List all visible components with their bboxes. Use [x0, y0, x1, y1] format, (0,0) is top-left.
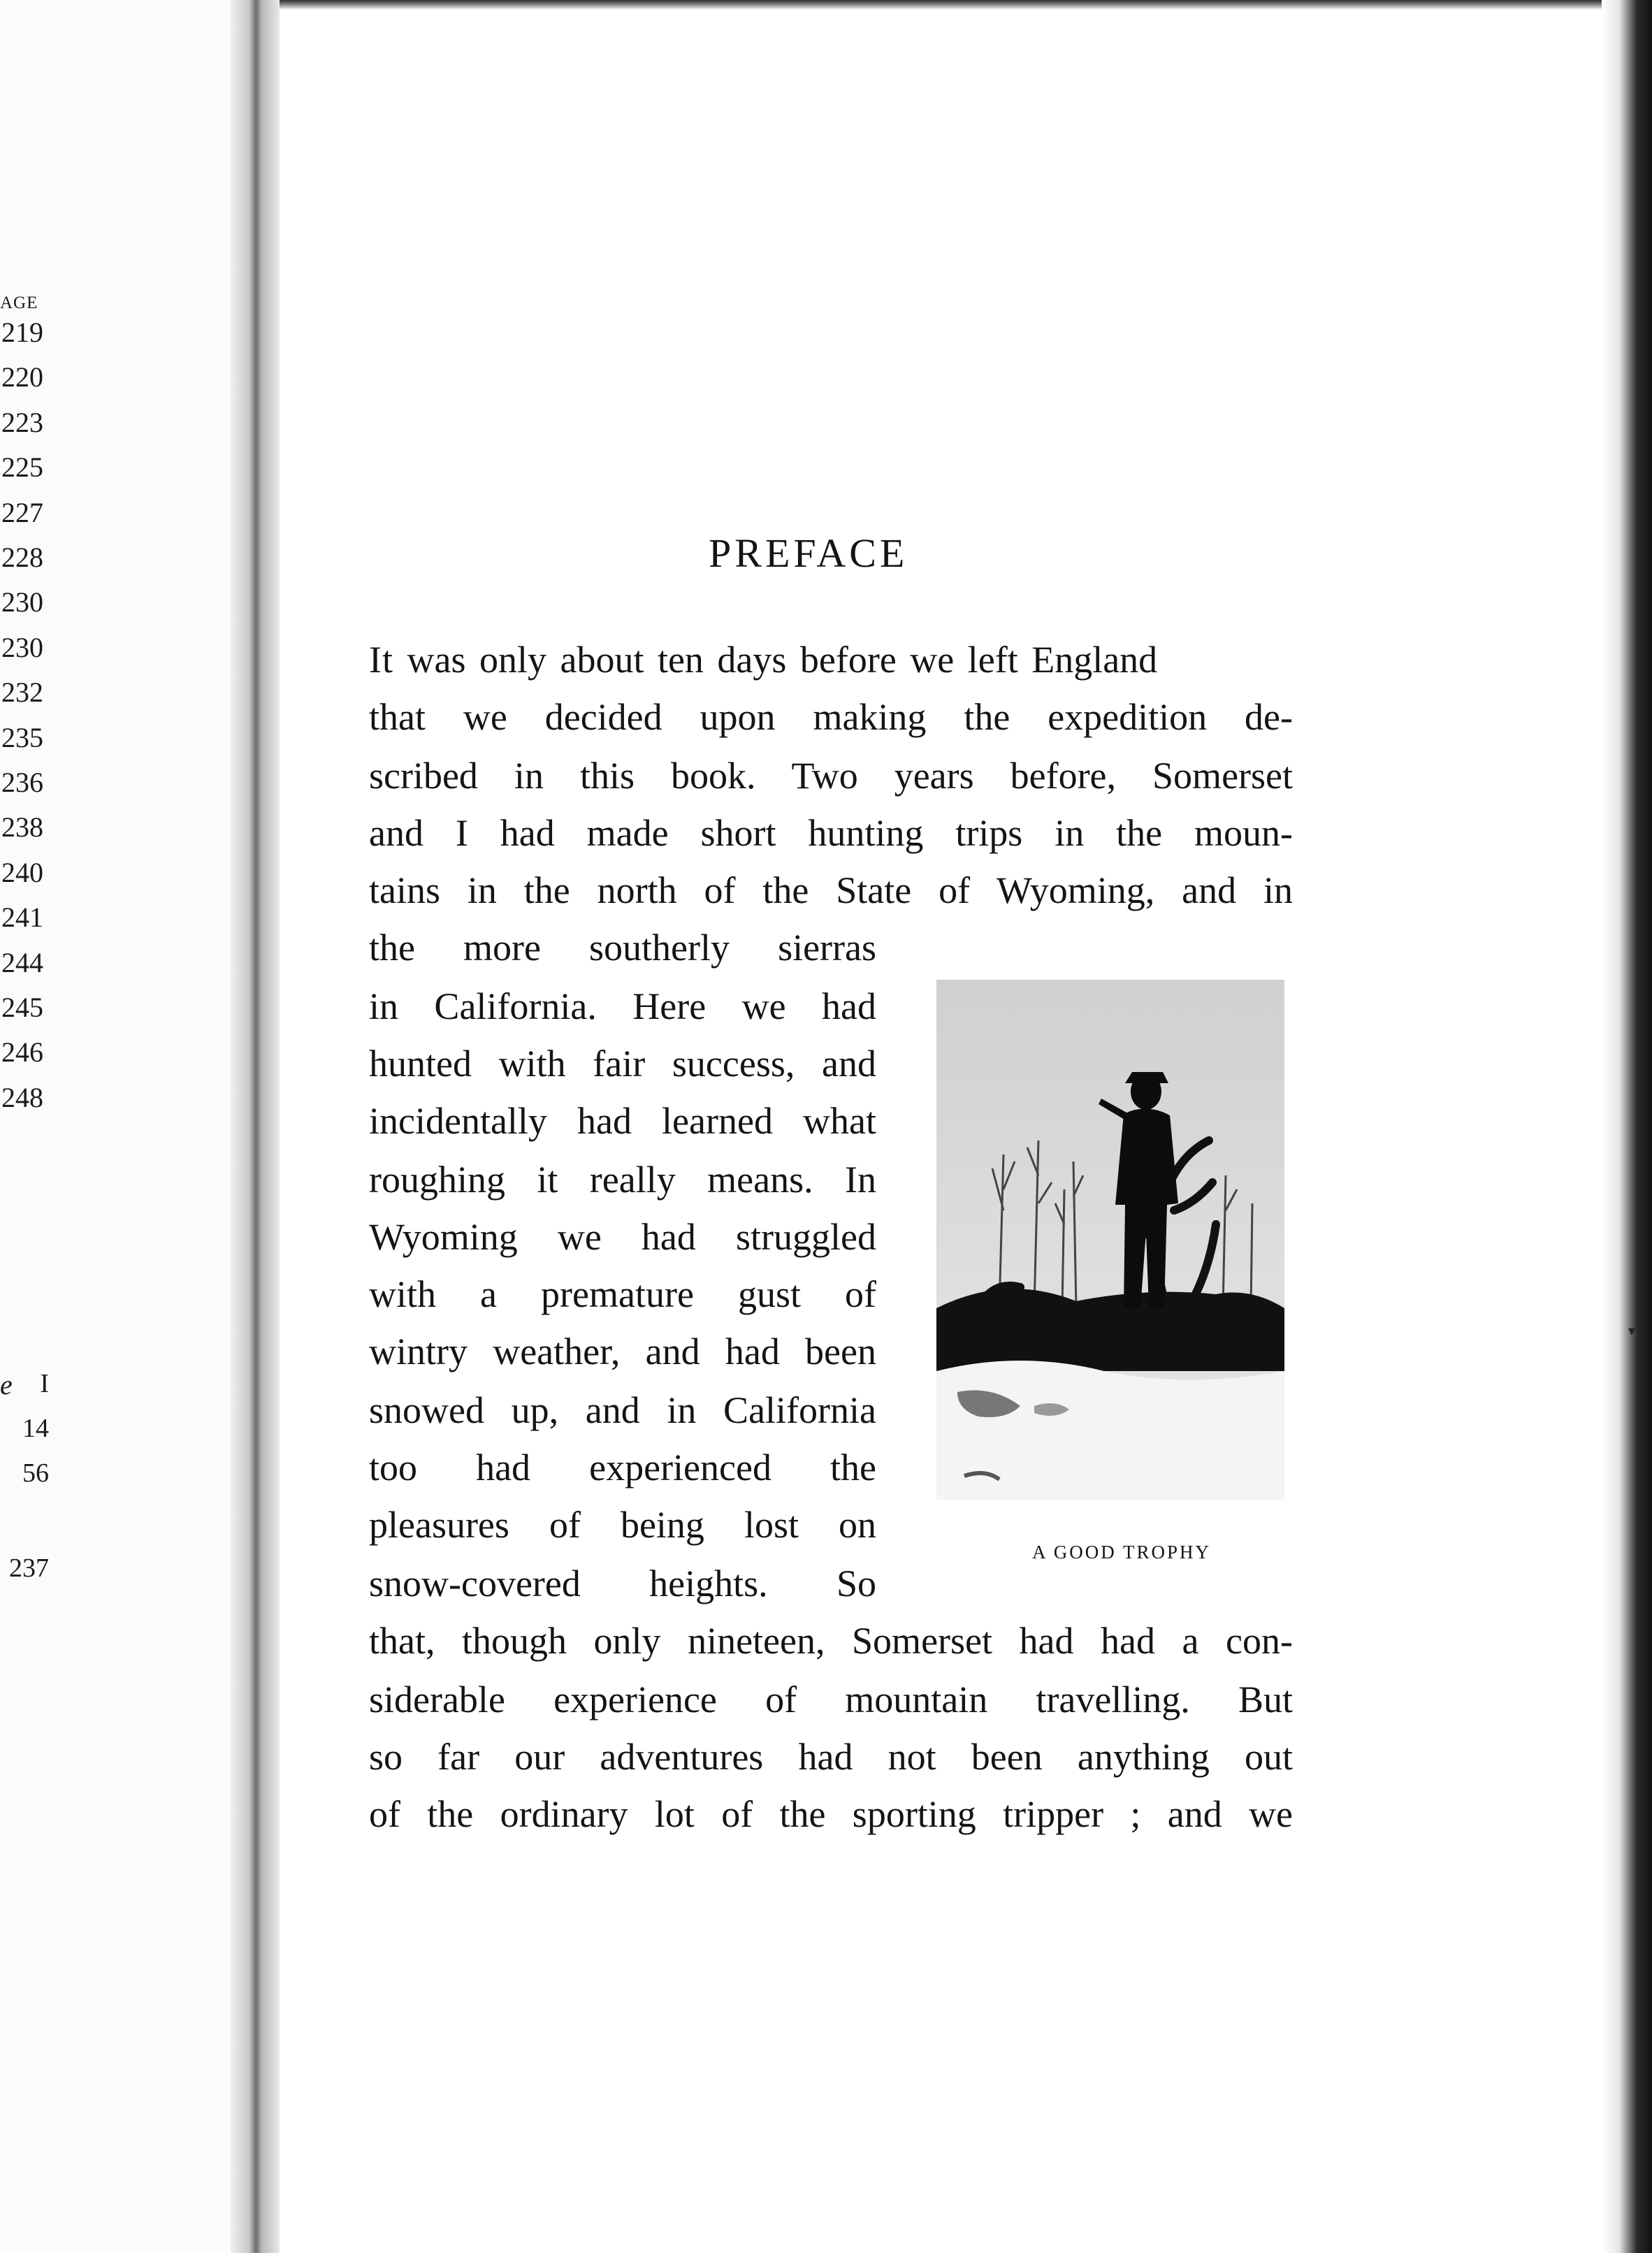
contents-page-number: 246: [1, 1036, 43, 1068]
preface-line: scribed in this book. Two years before, Somerset: [369, 755, 1293, 797]
contents-page-number: 238: [1, 811, 43, 843]
page-title: PREFACE: [709, 530, 908, 576]
contents-page-number: 14: [22, 1414, 49, 1443]
preface-line: Wyoming we had struggled: [369, 1216, 876, 1258]
contents-page-number: 237: [9, 1553, 49, 1583]
book-gutter: [231, 0, 280, 2253]
contents-page-number: 220: [1, 361, 43, 393]
preface-line: that, though only nineteen, Somerset had had a con-: [369, 1620, 1293, 1662]
trophy-photo: [936, 980, 1284, 1500]
contents-page-number: 245: [1, 992, 43, 1023]
preface-line-text: was only about ten days before we left England: [393, 639, 1158, 681]
preface-line: wintry weather, and had been: [369, 1331, 876, 1372]
contents-page-number: 230: [1, 586, 43, 618]
contents-page-number: I: [40, 1369, 49, 1398]
contents-page-number: 223: [1, 406, 43, 438]
preface-line: in California. Here we had: [369, 985, 876, 1027]
preface-line: that we decided upon making the expedition de-: [369, 696, 1293, 738]
preface-line: roughing it really means. In: [369, 1159, 876, 1201]
contents-page-number: 232: [1, 676, 43, 709]
contents-page-number: 236: [1, 767, 43, 798]
page-top-edge: [280, 0, 1602, 10]
preface-line: too had experienced the: [369, 1447, 876, 1488]
contents-page-number: 241: [1, 901, 43, 934]
preface-line: tains in the north of the State of Wyoming, and in: [369, 869, 1293, 911]
preface-page: [280, 10, 1602, 2253]
preface-line: incidentally had learned what: [369, 1100, 876, 1142]
facing-page-contents: [0, 0, 231, 2253]
contents-page-number: 228: [1, 542, 43, 573]
photo-caption: A GOOD TROPHY: [1031, 1542, 1212, 1563]
margin-mark: ▾: [1628, 1324, 1636, 1339]
hunter-silhouette-image: [936, 980, 1284, 1500]
preface-line: of the ordinary lot of the sporting tripper ; and we: [369, 1793, 1293, 1835]
preface-line: and I had made short hunting trips in the moun-: [369, 812, 1293, 854]
contents-page-number: 235: [1, 721, 43, 753]
contents-page-number: 230: [1, 631, 43, 663]
preface-line: hunted with fair success, and: [369, 1043, 876, 1085]
preface-line: with a premature gust of: [369, 1273, 876, 1315]
drop-cap-word: It: [369, 639, 393, 681]
contents-letter: e: [0, 1369, 13, 1400]
preface-line: siderable experience of mountain travelling. But: [369, 1679, 1293, 1720]
preface-line: pleasures of being lost on: [369, 1504, 876, 1546]
page-column-label: AGE: [0, 294, 38, 312]
contents-page-number: 244: [1, 946, 43, 978]
page-right-edge: [1602, 0, 1652, 2253]
contents-page-number: 56: [22, 1458, 49, 1488]
preface-line: [369, 639, 1293, 681]
preface-line: the more southerly sierras: [369, 927, 876, 969]
contents-page-number: 248: [1, 1081, 43, 1113]
contents-page-number: 227: [1, 496, 43, 528]
preface-line: snow-covered heights. So: [369, 1563, 876, 1604]
contents-page-number: 225: [1, 451, 43, 484]
preface-line: snowed up, and in California: [369, 1389, 876, 1431]
contents-page-number: 219: [1, 317, 43, 348]
contents-page-number: 240: [1, 856, 43, 888]
preface-line: so far our adventures had not been anything out: [369, 1736, 1293, 1778]
